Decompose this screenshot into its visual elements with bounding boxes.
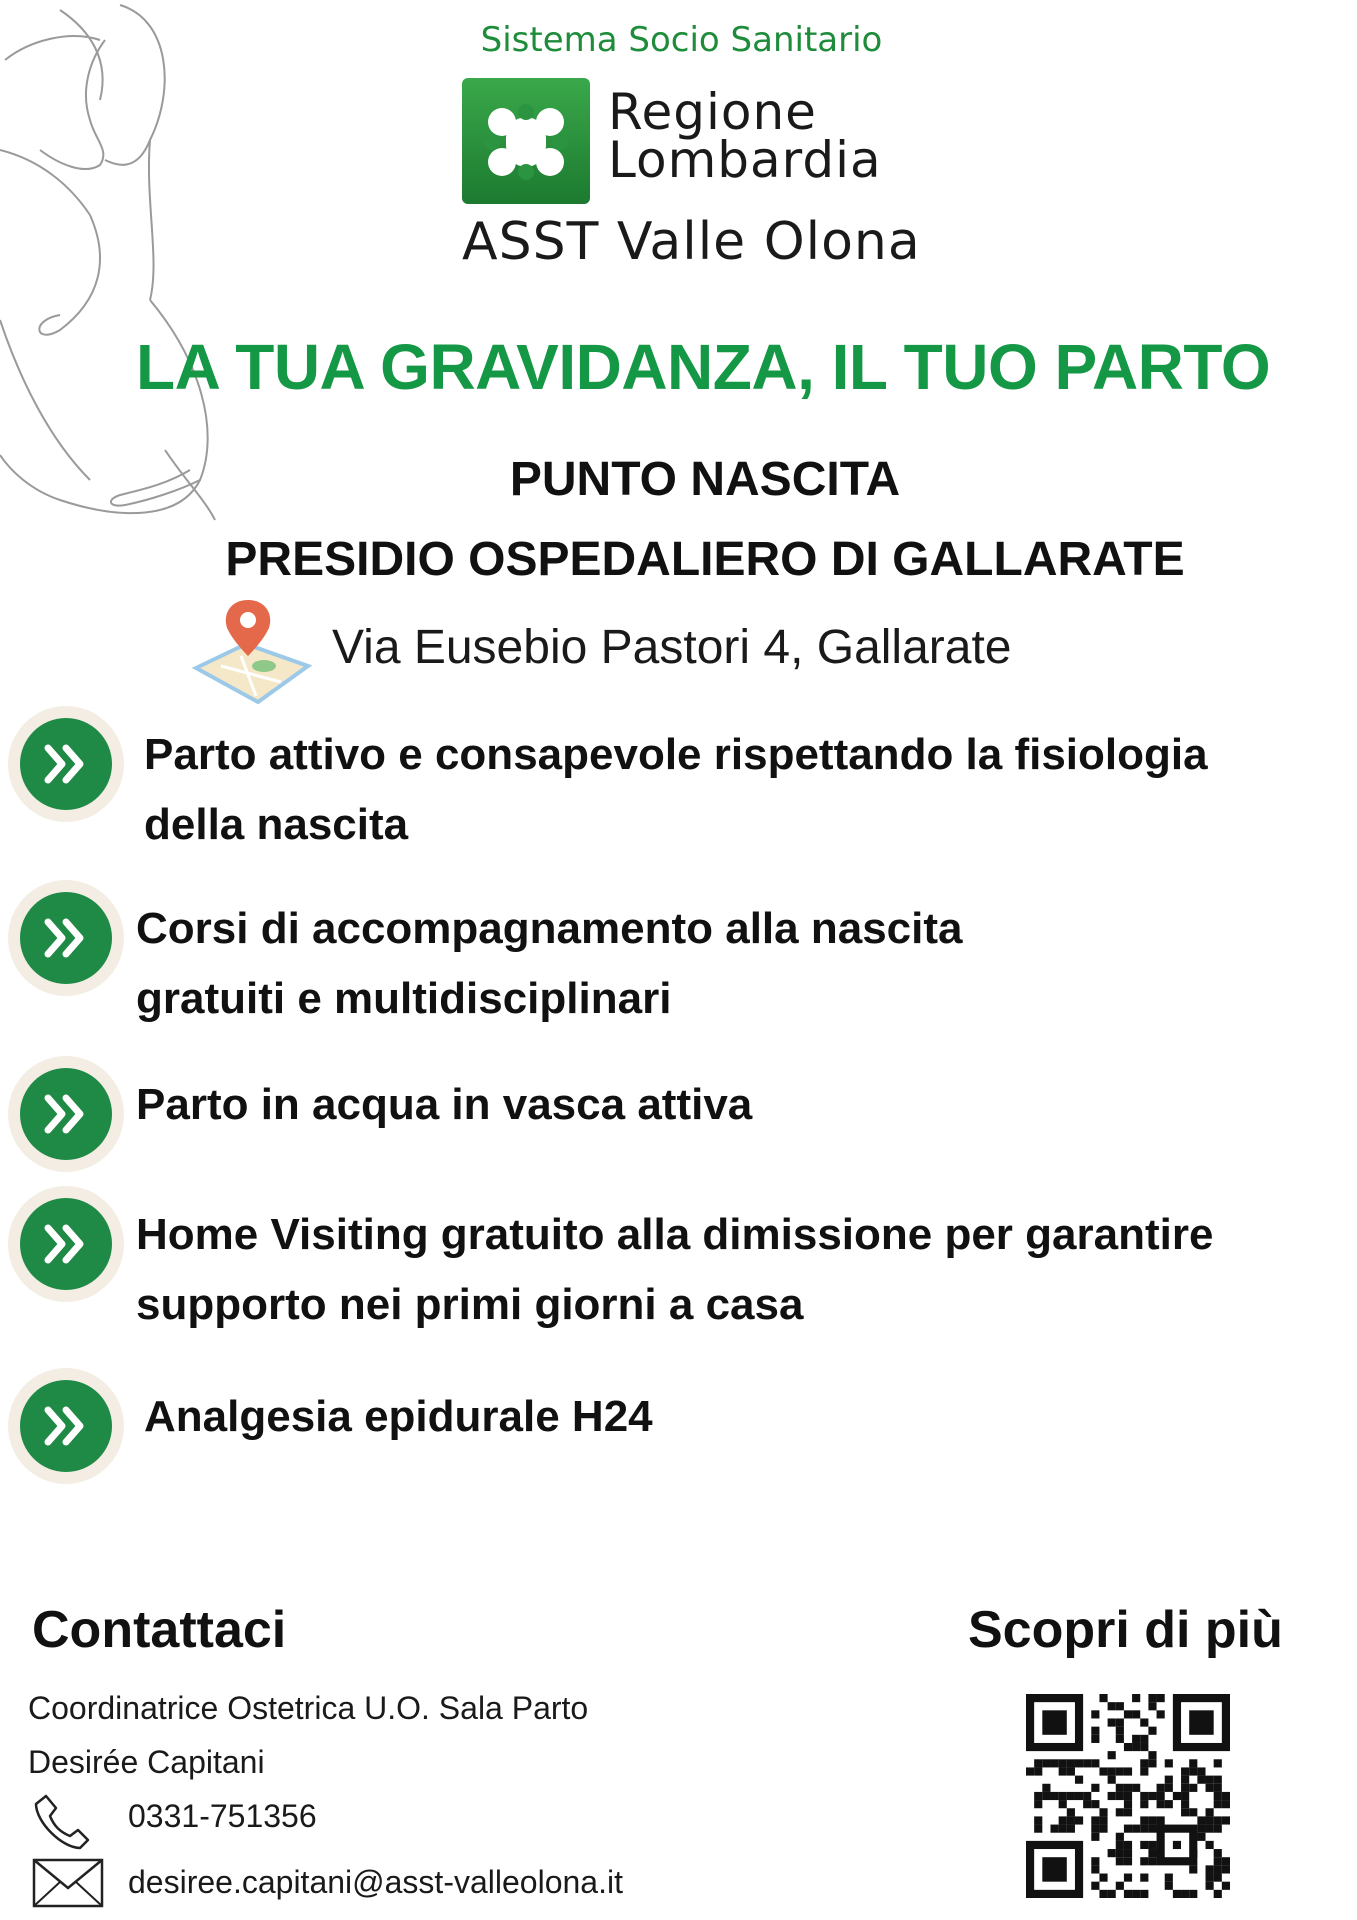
feature-line-1: Parto attivo e consapevole rispettando la fisiologia <box>144 730 1208 779</box>
phone-icon <box>32 1790 92 1850</box>
region-line-2: Lombardia <box>608 131 882 189</box>
feature-line-1: Corsi di accompagnamento alla nascita <box>136 904 963 953</box>
region-line-1: Regione <box>608 83 817 141</box>
headline: LA TUA GRAVIDANZA, IL TUO PARTO <box>136 331 1271 403</box>
email-icon <box>32 1858 104 1908</box>
contact-name: Desirée Capitani <box>28 1744 265 1780</box>
system-label: Sistema Socio Sanitario <box>480 20 883 60</box>
contact-phone[interactable]: 0331-751356 <box>128 1798 317 1834</box>
feature-line-1: Home Visiting gratuito alla dimissione per garantire <box>136 1210 1214 1259</box>
regione-lombardia-logo-icon <box>462 78 590 204</box>
address-text: Via Eusebio Pastori 4, Gallarate <box>332 621 1012 674</box>
chevron-badge-icon <box>6 704 126 824</box>
chevron-badge-icon <box>6 1054 126 1174</box>
discover-title: Scopri di più <box>968 1601 1283 1659</box>
map-pin-icon <box>186 596 316 711</box>
feature-line-2: gratuiti e multidisciplinari <box>136 974 672 1023</box>
feature-item <box>136 1070 1296 1140</box>
region-name <box>608 83 882 189</box>
contact-role: Coordinatrice Ostetrica U.O. Sala Parto <box>28 1690 589 1726</box>
feature-item <box>144 720 1304 860</box>
chevron-badge-icon <box>6 878 126 998</box>
feature-item <box>136 894 1296 1034</box>
qr-code[interactable] <box>1026 1694 1230 1898</box>
contact-email[interactable]: desiree.capitani@asst-valleolona.it <box>128 1864 623 1900</box>
contact-title: Contattaci <box>32 1601 287 1659</box>
feature-line-1: Parto in acqua in vasca attiva <box>136 1080 753 1129</box>
feature-item <box>136 1200 1296 1340</box>
subtitle-line-2: PRESIDIO OSPEDALIERO DI GALLARATE <box>225 533 1185 586</box>
feature-item <box>144 1382 1304 1452</box>
organization-name: ASST Valle Olona <box>462 212 921 272</box>
feature-line-1: Analgesia epidurale H24 <box>144 1392 653 1441</box>
feature-line-2: della nascita <box>144 800 409 849</box>
chevron-badge-icon <box>6 1184 126 1304</box>
subtitle-line-1: PUNTO NASCITA <box>509 453 901 506</box>
feature-line-2: supporto nei primi giorni a casa <box>136 1280 804 1329</box>
chevron-badge-icon <box>6 1366 126 1486</box>
